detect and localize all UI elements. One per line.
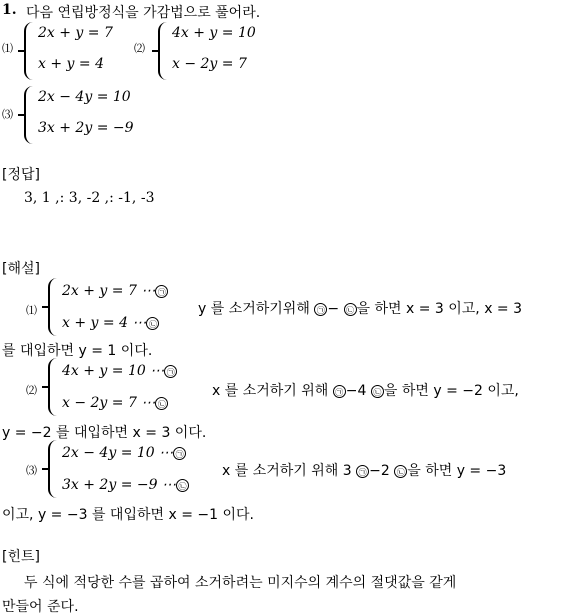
explanation-text [212,380,519,400]
explanation-text-part: y 를 소거하기위해 [198,301,310,317]
equation: 3x + 2y = −9 [38,120,134,136]
system-of-equations [158,22,268,80]
equation: 2x − 4y = 10 ⋯ [62,445,174,461]
equation-with-marker [62,363,177,379]
left-brace [48,440,60,498]
explanation-continuation: 를 대입하면 y = 1 이다. [2,343,153,359]
equation-with-marker [62,315,159,331]
circled-giyeok-marker: ㉠ [314,303,327,316]
system-of-equations [24,22,134,80]
equation-with-marker [62,445,186,461]
explanation-text [222,460,506,480]
explanation-continuation: 이고, y = −3 를 대입하면 x = −1 이다. [2,507,254,523]
equation-with-marker [62,477,189,493]
explanation-operator: −4 [345,383,367,399]
equation-with-marker [62,395,168,411]
answer-heading: [정답] [2,167,40,183]
equation: x + y = 4 ⋯ [62,315,147,331]
part-label: ⑵ [26,384,37,397]
hint-line: 두 식에 적당한 수를 곱하여 소거하려는 미지수의 계수의 절댓값을 같게 [24,575,457,591]
explanation-text-part: 을 하면 y = −2 이고, [383,383,519,399]
problem-instruction: 다음 연립방정식을 가감법으로 풀어라. [26,5,261,21]
hint-heading: [힌트] [2,549,40,565]
equation: x + y = 4 [38,56,104,72]
equation: 4x + y = 10 ⋯ [62,363,165,379]
left-brace [48,278,60,336]
equation: x − 2y = 7 [172,56,247,72]
part-label: ⑴ [26,304,37,317]
circled-nieun-marker: ㉡ [176,479,189,492]
system-of-equations [48,440,218,498]
circled-giyeok-marker: ㉠ [173,447,186,460]
explanation-text-part: x 를 소거하기 위해 [212,383,329,399]
explanation-text-part: 을 하면 x = 3 이고, x = 3 [356,301,523,317]
equation: 2x + y = 7 ⋯ [62,283,156,299]
circled-giyeok-marker: ㉠ [155,285,168,298]
answer-text: 3, 1 ,: 3, -2 ,: -1, -3 [24,190,155,206]
circled-giyeok-marker: ㉠ [356,465,369,478]
left-brace [24,86,36,144]
equation: 4x + y = 10 [172,25,256,41]
explanation-text-part: 을 하면 y = −3 [407,463,507,479]
left-brace [48,358,60,416]
circled-nieun-marker: ㉡ [394,465,407,478]
circled-nieun-marker: ㉡ [155,397,168,410]
part-label: ⑶ [26,464,37,477]
equation: 2x + y = 7 [38,25,113,41]
explanation-operator: − [327,301,340,317]
equation: 2x − 4y = 10 [38,89,131,105]
system-of-equations [48,278,198,336]
circled-nieun-marker: ㉡ [146,317,159,330]
equation: 3x + 2y = −9 ⋯ [62,477,176,493]
part-label: ⑵ [134,42,145,55]
explanation-continuation: y = −2 를 대입하면 x = 3 이다. [2,425,207,441]
part-label: ⑴ [2,42,13,55]
equation-with-marker [62,283,168,299]
explanation-heading: [해설] [2,261,40,277]
explanation-operator: −2 [369,463,390,479]
explanation-text-part: x 를 소거하기 위해 3 [222,463,352,479]
explanation-text [198,298,522,318]
hint-line: 만들어 준다. [2,599,79,615]
circled-nieun-marker: ㉡ [344,303,357,316]
circled-giyeok-marker: ㉠ [164,365,177,378]
circled-nieun-marker: ㉡ [371,385,384,398]
problem-number: 1. [2,2,17,18]
system-of-equations [48,358,218,416]
left-brace [24,22,36,80]
left-brace [158,22,170,80]
circled-giyeok-marker: ㉠ [333,385,346,398]
system-of-equations [24,86,154,144]
part-label: ⑶ [2,108,13,121]
equation: x − 2y = 7 ⋯ [62,395,156,411]
